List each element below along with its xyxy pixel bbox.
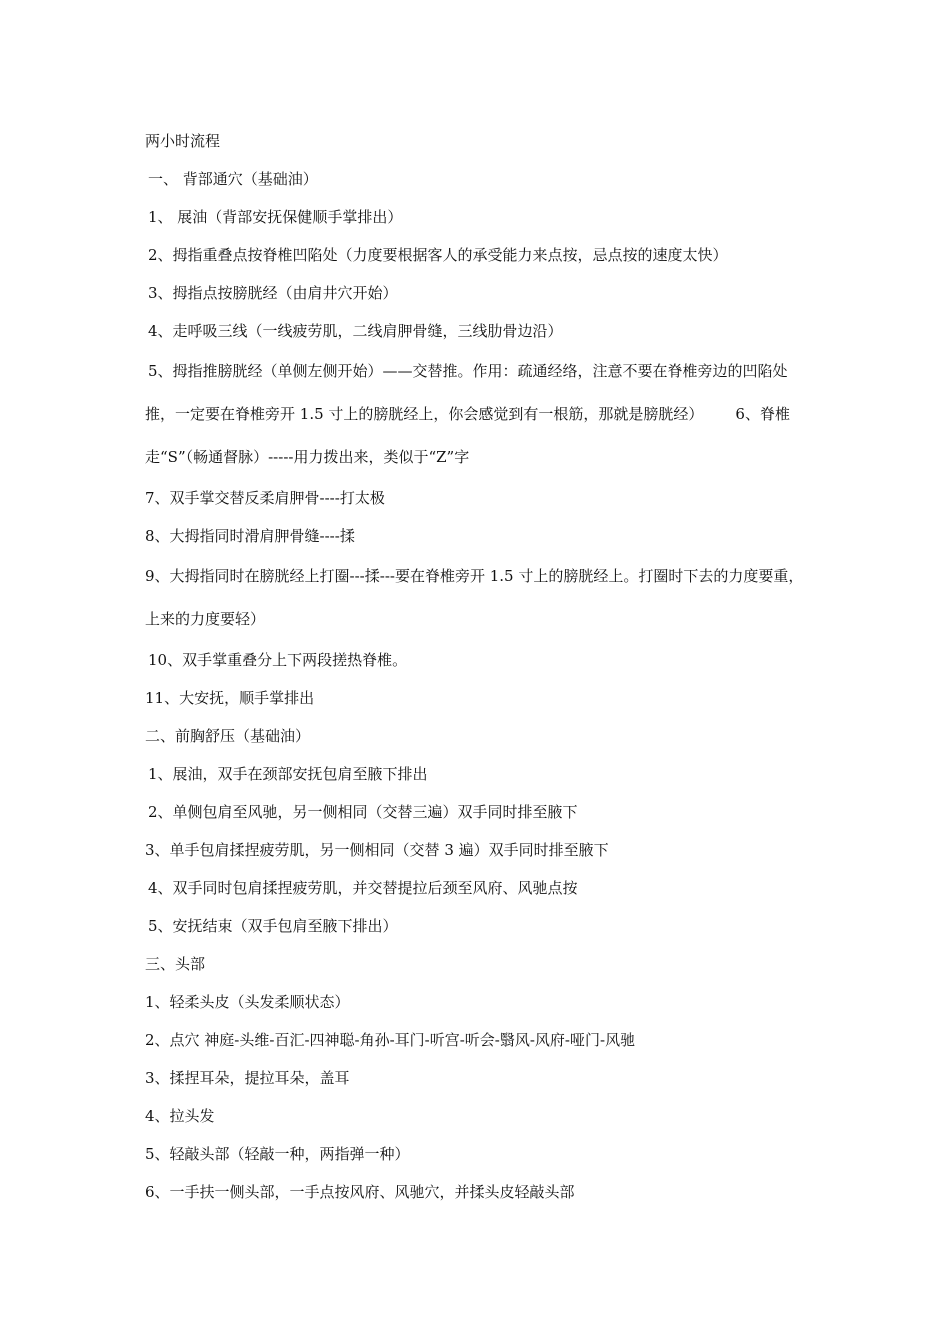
list-item: 3、揉捏耳朵，提拉耳朵，盖耳 xyxy=(145,1069,350,1087)
step-6-text: 6、脊椎走“S”（畅通督脉）-----用力拨出来，类似于“Z”字 xyxy=(145,405,790,466)
list-item: 4、双手同时包肩揉捏疲劳肌，并交替提拉后颈至风府、风驰点按 xyxy=(148,879,578,897)
list-item: 5、轻敲头部（轻敲一种，两指弹一种） xyxy=(145,1145,410,1163)
section-heading-chest: 二、前胸舒压（基础油） xyxy=(145,727,311,745)
section-heading-head: 三、头部 xyxy=(145,955,206,973)
list-item: 2、单侧包肩至风驰，另一侧相同（交替三遍）双手同时排至腋下 xyxy=(148,803,578,821)
list-item: 1、展油，双手在颈部安抚包肩至腋下排出 xyxy=(148,765,428,783)
list-item: 4、走呼吸三线（一线疲劳肌，二线肩胛骨缝，三线肋骨边沿） xyxy=(148,322,563,340)
list-item: 2、拇指重叠点按脊椎凹陷处（力度要根据客人的承受能力来点按，忌点按的速度太快） xyxy=(148,246,728,264)
list-item: 4、拉头发 xyxy=(145,1107,215,1125)
paragraph-step-5 xyxy=(145,350,810,479)
step-5-text: 5、拇指推膀胱经（单侧左侧开始）——交替推。作用：疏通经络，注意不要在脊椎旁边的凹陷处推，一定要在脊椎旁开 1.5 寸上的膀胱经上，你会感觉到有一根筋，那就是膀胱经） xyxy=(145,362,788,423)
paragraph-step-9: 9、大拇指同时在膀胱经上打圈---揉---要在脊椎旁开 1.5 寸上的膀胱经上。打圈时下去的力度要重，上来的力度要轻） xyxy=(145,567,804,628)
list-item: 3、拇指点按膀胱经（由肩井穴开始） xyxy=(148,284,398,302)
list-item: 2、点穴 神庭-头维-百汇-四神聪-角孙-耳门-听宫-听会-翳风-风府-哑门-风驰 xyxy=(145,1031,636,1049)
list-item: 8、大拇指同时滑肩胛骨缝----揉 xyxy=(145,527,355,545)
list-item: 11、大安抚，顺手掌排出 xyxy=(145,689,315,707)
list-item: 5、安抚结束（双手包肩至腋下排出） xyxy=(148,917,398,935)
document-title: 两小时流程 xyxy=(145,132,221,150)
list-item: 1、轻柔头皮（头发柔顺状态） xyxy=(145,993,350,1011)
list-item: 10、双手掌重叠分上下两段搓热脊椎。 xyxy=(148,651,408,669)
section-heading-back: 一、 背部通穴（基础油） xyxy=(148,170,318,188)
list-item: 6、一手扶一侧头部，一手点按风府、风驰穴，并揉头皮轻敲头部 xyxy=(145,1183,575,1201)
document-body xyxy=(145,122,810,1211)
list-item: 1、 展油（背部安抚保健顺手掌排出） xyxy=(148,208,403,226)
list-item: 7、双手掌交替反柔肩胛骨----打太极 xyxy=(145,489,385,507)
list-item: 3、单手包肩揉捏疲劳肌，另一侧相同（交替 3 遍）双手同时排至腋下 xyxy=(145,841,609,859)
